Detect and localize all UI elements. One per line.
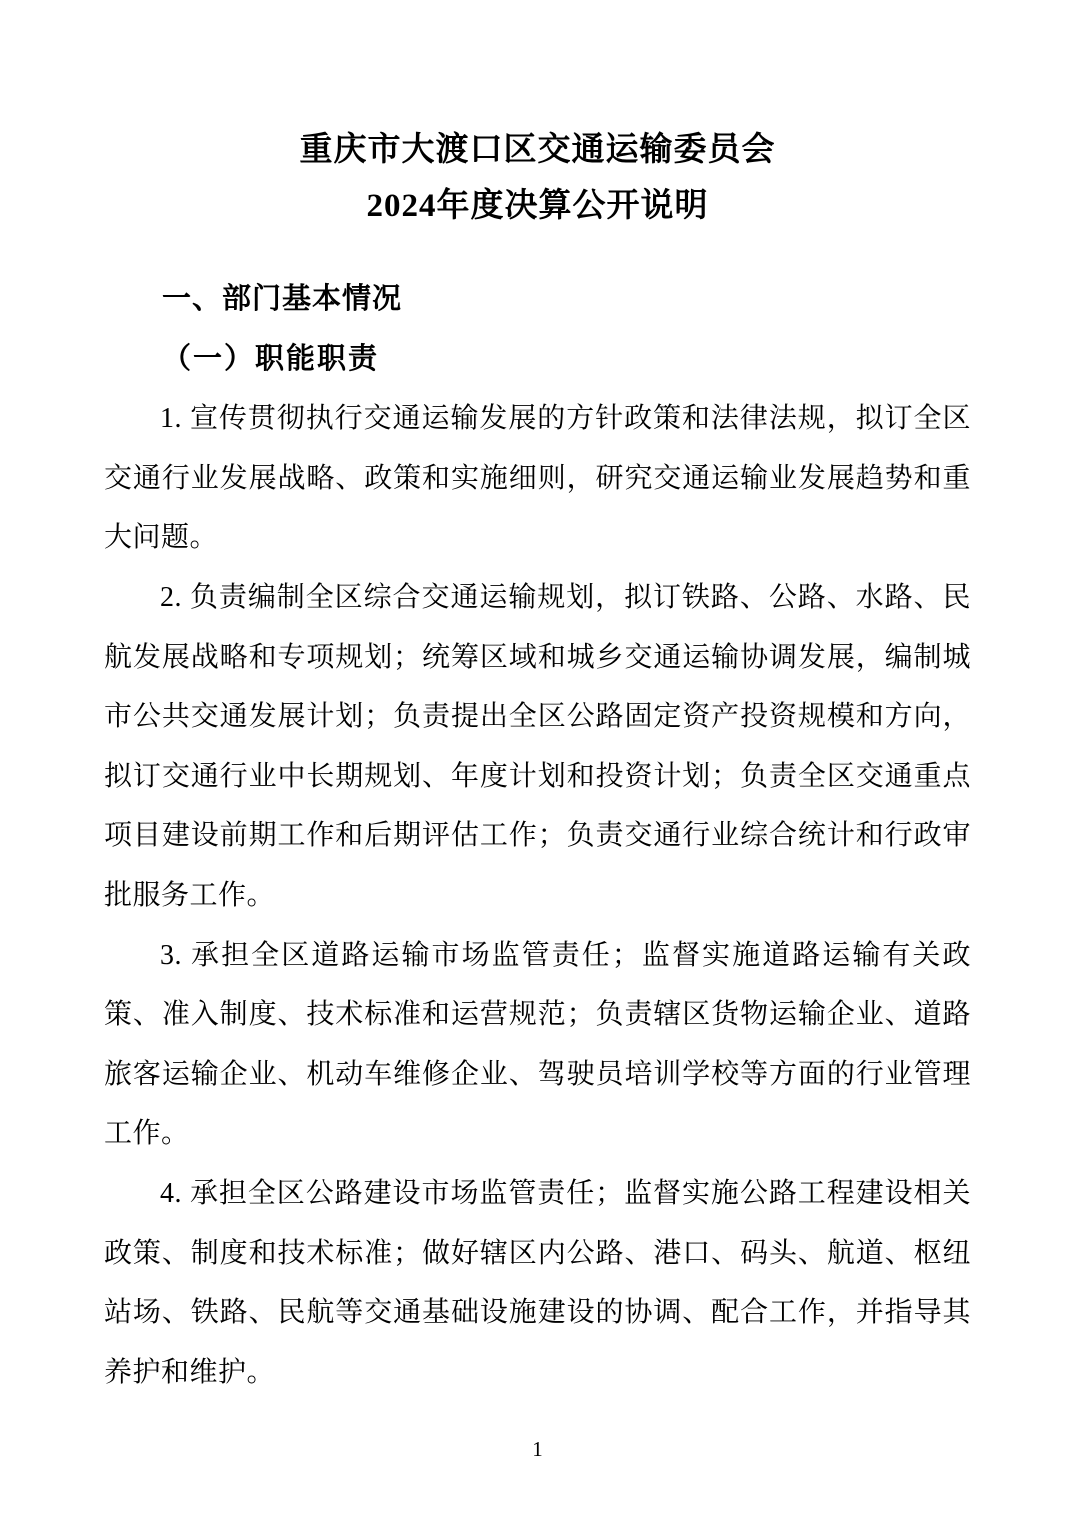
document-body <box>104 270 971 1402</box>
subsection-heading: （一）职能职责 <box>162 342 380 375</box>
body-paragraph-3: 3. 承担全区道路运输市场监管责任；监督实施道路运输有关政策、准入制度、技术标准和运营规范；负责辖区货物运输企业、道路旅客运输企业、机动车维修企业、驾驶员培训学校等方面的行业管理工作。 <box>104 939 971 1150</box>
page-number: 1 <box>532 1437 543 1461</box>
title-line-2: 2024年度决算公开说明 <box>366 188 709 224</box>
body-paragraph-4: 4. 承担全区公路建设市场监管责任；监督实施公路工程建设相关政策、制度和技术标准；做好辖区内公路、港口、码头、航道、枢纽站场、铁路、民航等交通基础设施建设的协调、配合工作，并指导其养护和维护。 <box>104 1177 971 1388</box>
document-title <box>0 0 1075 234</box>
body-paragraph-1: 1. 宣传贯彻执行交通运输发展的方针政策和法律法规，拟订全区交通行业发展战略、政策和实施细则，研究交通运输业发展趋势和重大问题。 <box>104 403 971 554</box>
body-paragraph-2: 2. 负责编制全区综合交通运输规划，拟订铁路、公路、水路、民航发展战略和专项规划；统筹区域和城乡交通运输协调发展，编制城市公共交通发展计划；负责提出全区公路固定资产投资规模和方向，拟订交通行业中长期规划、年度计划和投资计划；负责全区交通重点项目建设前期工作和后期评估工作；负责交通行业综合统计和行政审批服务工作。 <box>104 581 971 911</box>
title-line-1: 重庆市大渡口区交通运输委员会 <box>299 132 776 168</box>
section-heading: 一、部门基本情况 <box>162 283 403 315</box>
